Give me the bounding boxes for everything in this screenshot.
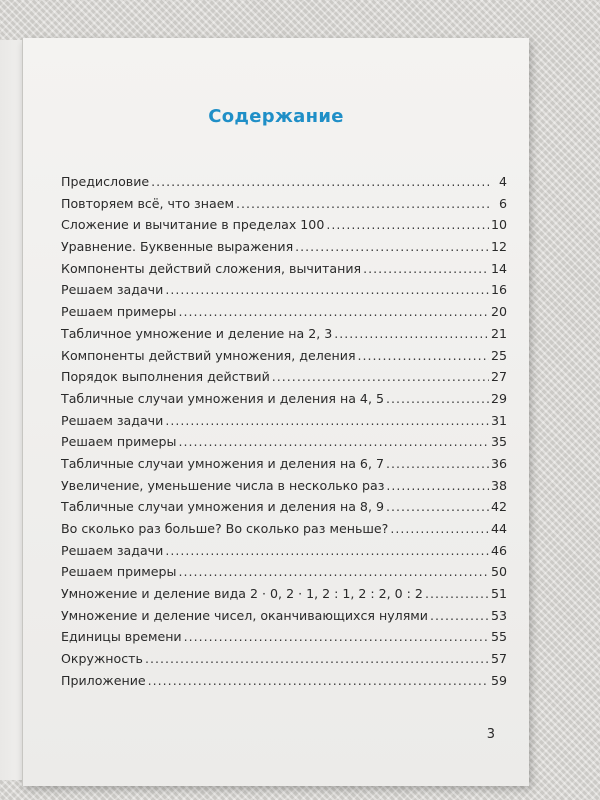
- toc-dot-leader: [363, 261, 489, 276]
- toc-entry-page: 10: [490, 217, 507, 233]
- page-title: Содержание: [208, 106, 344, 127]
- toc-entry-label: Табличные случаи умножения и деления на 6, 7: [61, 455, 384, 471]
- page-number: 3: [486, 727, 495, 742]
- toc-entry-label: Увеличение, уменьшение числа в несколько раз: [61, 477, 385, 493]
- toc-entry-page: 51: [490, 586, 507, 602]
- contents-page: [22, 38, 529, 786]
- toc-entry: [61, 478, 507, 500]
- toc-dot-leader: [425, 586, 489, 601]
- toc-dot-leader: [165, 543, 489, 558]
- table-of-contents: [61, 174, 507, 695]
- toc-entry-label: Решаем задачи: [61, 542, 164, 558]
- toc-entry-page: 12: [490, 239, 507, 255]
- toc-entry-page: 14: [490, 260, 507, 276]
- toc-entry: [61, 586, 507, 608]
- toc-entry-label: Единицы времени: [61, 629, 182, 645]
- toc-entry-page: 20: [490, 304, 507, 320]
- toc-entry-label: Решаем примеры: [61, 434, 177, 450]
- toc-entry-page: 27: [490, 369, 507, 385]
- toc-dot-leader: [326, 217, 489, 232]
- toc-entry-page: 29: [490, 390, 507, 406]
- toc-entry-label: Уравнение. Буквенные выражения: [61, 239, 294, 255]
- toc-entry: [61, 543, 507, 565]
- toc-entry: [61, 348, 507, 370]
- toc-entry-label: Решаем примеры: [61, 564, 177, 580]
- toc-entry-page: 53: [490, 607, 507, 623]
- toc-dot-leader: [386, 478, 489, 493]
- toc-entry: [61, 304, 507, 326]
- toc-entry: [61, 196, 507, 218]
- toc-dot-leader: [272, 369, 489, 384]
- toc-entry-label: Компоненты действий сложения, вычитания: [61, 260, 362, 276]
- toc-entry: [61, 326, 507, 348]
- toc-entry-page: 31: [490, 412, 507, 428]
- toc-entry-label: Приложение: [61, 672, 146, 688]
- toc-dot-leader: [165, 282, 489, 297]
- toc-entry: [61, 369, 507, 391]
- toc-entry-page: 35: [490, 434, 507, 450]
- toc-dot-leader: [334, 326, 489, 341]
- toc-entry-label: Решаем задачи: [61, 282, 164, 298]
- toc-entry-label: Компоненты действий умножения, деления: [61, 347, 356, 363]
- toc-entry: [61, 673, 507, 695]
- toc-entry: [61, 608, 507, 630]
- toc-entry-page: 21: [490, 325, 507, 341]
- toc-entry: [61, 629, 507, 651]
- toc-entry-page: 42: [490, 499, 507, 515]
- toc-entry-label: Повторяем всё, что знаем: [61, 195, 234, 211]
- toc-entry-label: Табличные случаи умножения и деления на 8, 9: [61, 499, 384, 515]
- toc-entry-label: Табличные случаи умножения и деления на 4, 5: [61, 390, 384, 406]
- toc-entry: [61, 261, 507, 283]
- toc-entry-label: Умножение и деление чисел, оканчивающихся нулями: [61, 607, 428, 623]
- toc-entry-label: Предисловие: [61, 174, 150, 189]
- toc-entry: [61, 174, 507, 196]
- toc-dot-leader: [386, 499, 489, 514]
- toc-entry-label: Умножение и деление вида 2 · 0, 2 · 1, 2 : 1, 2 : 2, 0 : 2: [61, 586, 423, 602]
- toc-dot-leader: [386, 456, 489, 471]
- toc-entry-page: 6: [498, 195, 507, 211]
- toc-entry: [61, 239, 507, 261]
- toc-entry: [61, 282, 507, 304]
- toc-entry-page: 44: [490, 521, 507, 536]
- toc-entry: [61, 521, 507, 543]
- toc-entry: [61, 564, 507, 586]
- toc-entry: [61, 413, 507, 435]
- toc-dot-leader: [148, 673, 489, 688]
- toc-entry-label: Сложение и вычитание в пределах 100: [61, 217, 325, 233]
- toc-entry-page: 4: [498, 174, 507, 189]
- toc-dot-leader: [236, 196, 491, 211]
- toc-dot-leader: [145, 651, 489, 666]
- toc-dot-leader: [178, 304, 489, 319]
- toc-entry-page: 16: [490, 282, 507, 298]
- toc-dot-leader: [295, 239, 489, 254]
- toc-dot-leader: [390, 521, 489, 536]
- toc-entry: [61, 434, 507, 456]
- toc-dot-leader: [386, 391, 489, 406]
- toc-entry-label: Решаем примеры: [61, 304, 177, 320]
- toc-entry-label: Решаем задачи: [61, 412, 164, 428]
- toc-entry-page: 38: [490, 477, 507, 493]
- toc-entry-page: 59: [490, 672, 507, 688]
- toc-entry-page: 36: [490, 455, 507, 471]
- toc-entry-page: 55: [490, 629, 507, 645]
- toc-entry-label: Окружность: [61, 651, 143, 667]
- toc-entry: [61, 391, 507, 413]
- toc-entry-page: 57: [490, 651, 507, 667]
- toc-dot-leader: [151, 174, 491, 189]
- toc-entry-page: 46: [490, 542, 507, 558]
- toc-entry: [61, 456, 507, 478]
- toc-dot-leader: [358, 348, 489, 363]
- toc-entry: [61, 217, 507, 239]
- toc-dot-leader: [178, 434, 489, 449]
- toc-entry: [61, 499, 507, 521]
- toc-dot-leader: [178, 564, 489, 579]
- toc-entry-page: 25: [490, 347, 507, 363]
- toc-entry-label: Во сколько раз больше? Во сколько раз меньше?: [61, 521, 389, 536]
- toc-dot-leader: [430, 608, 489, 623]
- toc-entry-label: Порядок выполнения действий: [61, 369, 270, 385]
- toc-dot-leader: [165, 413, 489, 428]
- toc-entry-label: Табличное умножение и деление на 2, 3: [61, 325, 333, 341]
- toc-dot-leader: [184, 629, 489, 644]
- toc-entry: [61, 651, 507, 673]
- toc-entry-page: 50: [490, 564, 507, 580]
